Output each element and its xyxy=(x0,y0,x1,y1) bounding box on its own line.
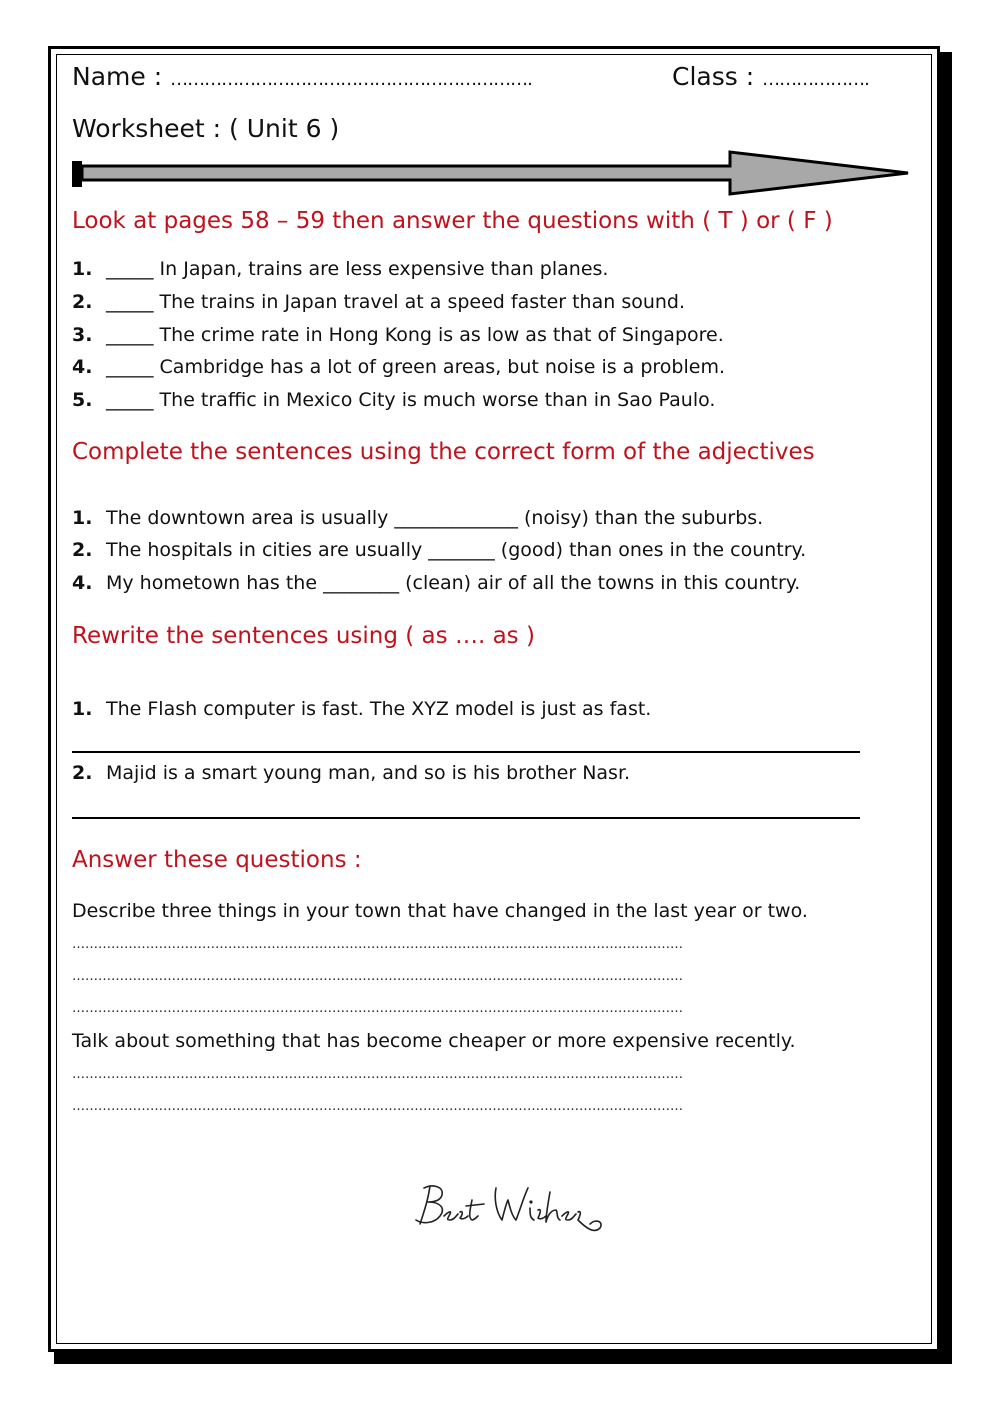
tf-item-3: 3. _____ The crime rate in Hong Kong is as low as that of Singapore. xyxy=(72,324,724,346)
arrow-divider-icon xyxy=(70,148,912,198)
answer-dots-2b[interactable]: …………………………………………………………………………………………………………………………… xyxy=(72,1099,683,1114)
worksheet-title: Worksheet : ( Unit 6 ) xyxy=(72,114,340,143)
tf-item-2: 2. _____ The trains in Japan travel at a speed faster than sound. xyxy=(72,291,686,313)
section4-title: Answer these questions : xyxy=(72,847,362,873)
section2-title: Complete the sentences using the correct form of the adjectives xyxy=(72,439,815,465)
answer-dots-1a[interactable]: …………………………………………………………………………………………………………………………… xyxy=(72,937,683,952)
tf-item-5: 5. _____ The traffic in Mexico City is much worse than in Sao Paulo. xyxy=(72,389,716,411)
tf-item-4: 4. _____ Cambridge has a lot of green areas, but noise is a problem. xyxy=(72,356,725,378)
answer-dots-1c[interactable]: …………………………………………………………………………………………………………………………… xyxy=(72,1001,683,1016)
rewrite-answer-line-1[interactable] xyxy=(72,751,860,753)
adjective-item-1: 1. The downtown area is usually _____________ (noisy) than the suburbs. xyxy=(72,507,764,529)
rewrite-answer-line-2[interactable] xyxy=(72,817,860,819)
section1-title: Look at pages 58 – 59 then answer the questions with ( T ) or ( F ) xyxy=(72,208,833,234)
adjective-item-3: 4. My hometown has the ________ (clean) air of all the towns in this country. xyxy=(72,572,801,594)
name-dots: ………………………………………………………. xyxy=(170,69,532,90)
class-label: Class : xyxy=(672,62,763,91)
question-1: Describe three things in your town that have changed in the last year or two. xyxy=(72,900,808,922)
rewrite-item-1: 1. The Flash computer is fast. The XYZ model is just as fast. xyxy=(72,698,652,720)
rewrite-item-2: 2. Majid is a smart young man, and so is his brother Nasr. xyxy=(72,762,631,784)
tf-item-1: 1. _____ In Japan, trains are less expensive than planes. xyxy=(72,258,609,280)
section3-title: Rewrite the sentences using ( as …. as ) xyxy=(72,623,535,649)
best-wishes-signature-icon xyxy=(410,1178,610,1248)
answer-dots-1b[interactable]: …………………………………………………………………………………………………………………………… xyxy=(72,969,683,984)
class-dots: ………………. xyxy=(762,69,869,90)
adjective-item-2: 2. The hospitals in cities are usually _______ (good) than ones in the country. xyxy=(72,539,807,561)
answer-dots-2a[interactable]: …………………………………………………………………………………………………………………………… xyxy=(72,1067,683,1082)
class-field[interactable] xyxy=(672,62,869,91)
question-2: Talk about something that has become cheaper or more expensive recently. xyxy=(72,1030,796,1052)
name-label: Name : xyxy=(72,62,171,91)
name-field[interactable] xyxy=(72,62,532,91)
